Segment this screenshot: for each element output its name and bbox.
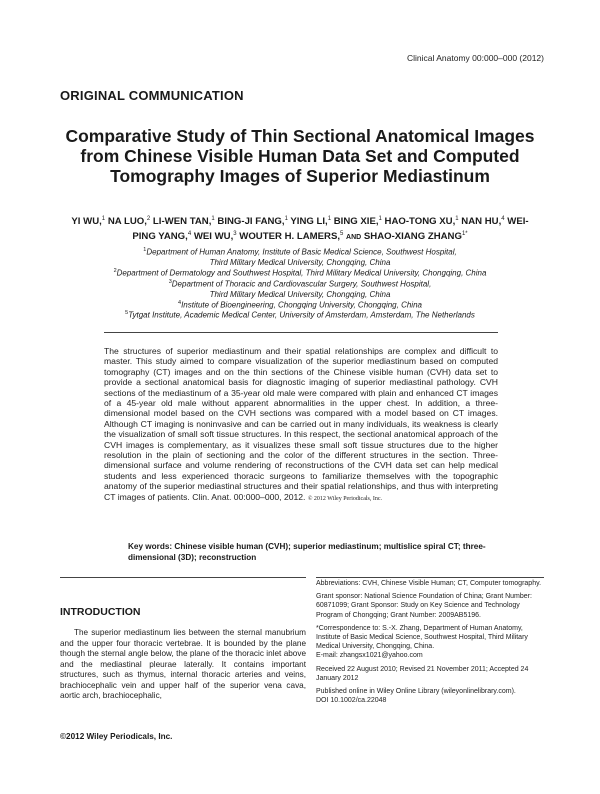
keywords-text: Chinese visible human (CVH); superior mediastinum; multislice spiral CT; three-dimensional (3D); reconstruction bbox=[128, 542, 486, 562]
author-name: WEI-PING YANG, bbox=[132, 216, 529, 243]
author-affiliation-marker: 1* bbox=[461, 231, 468, 238]
dates-note: Received 22 August 2010; Revised 21 November 2011; Accepted 24 January 2012 bbox=[316, 665, 529, 682]
author-name: NAN HU, bbox=[461, 216, 502, 228]
keywords bbox=[128, 541, 488, 563]
right-column-rule bbox=[316, 577, 544, 578]
author-name: WOUTER H. LAMERS, bbox=[239, 231, 341, 243]
author-affiliation-marker: 5 bbox=[340, 231, 344, 238]
left-column-rule bbox=[60, 577, 306, 578]
doi-note: DOI 10.1002/ca.22048 bbox=[316, 697, 387, 705]
author-affiliation-marker: 4 bbox=[501, 216, 505, 222]
published-note: Published online in Wiley Online Library (wileyonlinelibrary.com). bbox=[316, 688, 516, 696]
author-affiliation-marker: 1 bbox=[284, 216, 288, 222]
article-title: Comparative Study of Thin Sectional Anatomical Images from Chinese Visible Human Data Set and Computed Tomography Images of Superior Mediastinum bbox=[65, 126, 535, 186]
author-name: YING LI, bbox=[290, 216, 328, 228]
author-name: NA LUO, bbox=[107, 216, 147, 228]
affiliation-4: $^4$Institute of Bioengineering, Chongqing University, Chongqing, China bbox=[178, 299, 422, 310]
journal-reference: Clinical Anatomy 00:000–000 (2012) bbox=[406, 53, 544, 63]
correspondence-note: *Correspondence to: S.-X. Zhang, Department of Human Anatomy, Institute of Basic Medical Science, Southwest Hospital, Third Military Medical University, Chongqing, China. bbox=[316, 624, 528, 651]
author-name: AND bbox=[346, 234, 362, 242]
grant-note: Grant sponsor: National Science Foundation of China; Grant Number: 60871099; Grant Sponsor: Study on Key Science and Technology Program of Chongqing; Grant Number: 2009AB5196. bbox=[316, 593, 532, 619]
section-label: ORIGINAL COMMUNICATION bbox=[60, 88, 244, 103]
abstract-text: The structures of superior mediastinum and their spatial relationships are complex and difficult to master. This study aimed to compare visualization of the superior mediastinum based on computed tomography (CT) images and on the thin sections of the Chinese visible human (CVH) data set to provide a sectional anatomical basis for diagnostic imaging of superior mediastinal pathology. CVH sections of the mediastinum of a 35-year old male were compared with plain and enhanced CT images of a 45-year old male without apparent abnormalities in the upper chest. In addition, a three-dimensional model based on the CVH sections was compared with a model based on CT images. Although CT imaging is noninvasive and can be carried out in many individuals, its weakness is clearly the visualization of small soft tissue structures. In this respect, the sectional anatomical approach of the CVH images is complementary, as it visualizes these small soft tissue structures due to the higher resolution in the plain of sectioning and the color of the different structures in the section. Three-dimensional surface and volume rendering of reconstructions of the CVH data set can help medical students and less experienced thoracic surgeons to familiarize themselves with the topographic anatomy of the superior mediastinal structures and their spatial relationships, and thus with interpreting CT images of patients. Clin. Anat. 00:000–000, 2012. bbox=[104, 346, 498, 502]
abbreviations-note: Abbreviations: CVH, Chinese Visible Human; CT, Computer tomography. bbox=[316, 580, 542, 587]
author-affiliation-marker: 1 bbox=[101, 216, 106, 222]
abstract bbox=[104, 346, 498, 504]
affiliation-3: $^3$Department of Thoracic and Cardiovascular Surgery, Southwest Hospital, Third Military Medical University, Chongqing, China bbox=[168, 278, 432, 299]
affiliation-2: $^2$Department of Dermatology and Southwest Hospital, Third Military Medical University, Chongqing, China bbox=[113, 268, 487, 278]
affiliation-1: $^1$Department of Human Anatomy, Institute of Basic Medical Science, Southwest Hospital, Third Military Medical University, Chongqing, China bbox=[143, 247, 457, 268]
author-name: WEI WU, bbox=[193, 231, 234, 243]
keywords-label: Key words: bbox=[128, 542, 173, 551]
author-affiliation-marker: 3 bbox=[233, 231, 237, 238]
author-name: BING XIE, bbox=[333, 216, 379, 228]
author-name: HAO-TONG XU, bbox=[384, 216, 456, 228]
author-affiliation-marker: 1 bbox=[211, 216, 215, 222]
author-affiliation-marker: 1 bbox=[455, 216, 459, 222]
author-affiliation-marker: 1 bbox=[327, 216, 332, 222]
footnotes bbox=[316, 579, 544, 709]
email-link[interactable]: E-mail: zhangsx1021@yahoo.com bbox=[316, 652, 423, 660]
abstract-copyright: © 2012 Wiley Periodicals, Inc. bbox=[307, 495, 383, 502]
abstract-top-rule bbox=[104, 332, 498, 333]
author-list bbox=[60, 213, 540, 244]
author-affiliation-marker: 4 bbox=[187, 231, 192, 238]
author-name: BING-JI FANG, bbox=[217, 216, 285, 228]
introduction-heading: INTRODUCTION bbox=[60, 606, 141, 618]
affiliation-5: $^5$Tytgat Institute, Academic Medical Center, University of Amsterdam, Amsterdam, The Netherlands bbox=[125, 310, 475, 320]
author-name: YI WU, bbox=[71, 216, 102, 228]
author-affiliation-marker: 2 bbox=[146, 216, 151, 222]
introduction-text: The superior mediastinum lies between the sternal manubrium and the upper four thoracic vertebrae. It is bounded by the plane though the sternal angle below, the plane of the thoracic inlet above and the mediastinal pleurae laterally. It contains important structures, such as thymus, internal thoracic arteries and veins, brachiocephalic vein and upper half of the superior vena cava, aortic arch, brachiocephalic, bbox=[60, 628, 306, 700]
author-affiliation-marker: 1 bbox=[378, 216, 382, 222]
author-name: LI-WEN TAN, bbox=[152, 216, 212, 228]
author-name: SHAO-XIANG ZHANG bbox=[363, 231, 462, 243]
footer-copyright: ©2012 Wiley Periodicals, Inc. bbox=[60, 732, 173, 741]
